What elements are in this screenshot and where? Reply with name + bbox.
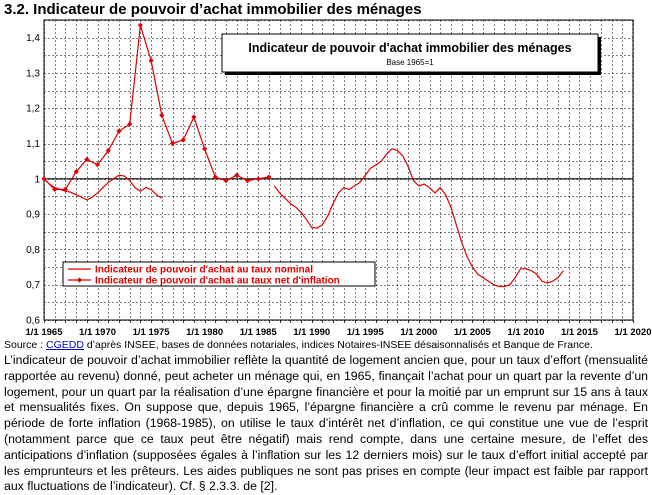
- x-tick-label: 1/1 1980: [186, 327, 224, 338]
- x-tick-label: 1/1 1965: [25, 327, 63, 338]
- x-tick-label: 1/1 2020: [614, 327, 652, 338]
- x-tick-label: 1/1 2005: [453, 327, 491, 338]
- x-tick-label: 1/1 1995: [346, 327, 384, 338]
- source-link[interactable]: CGEDD: [46, 339, 84, 351]
- x-tick-label: 1/1 2010: [507, 327, 545, 338]
- chart: [0, 18, 652, 340]
- y-tick-label: 0,8: [26, 244, 40, 256]
- y-tick-label: 1,1: [26, 139, 40, 151]
- y-tick-label: 1,3: [26, 68, 40, 80]
- x-tick-label: 1/1 1990: [293, 327, 331, 338]
- x-tick-label: 1/1 2000: [400, 327, 438, 338]
- y-tick-label: 1: [34, 174, 40, 186]
- chart-subtitle: Base 1965=1: [386, 58, 434, 67]
- source-prefix: Source :: [4, 339, 47, 351]
- y-tick-label: 1,4: [26, 33, 40, 45]
- x-tick-label: 1/1 1975: [132, 327, 170, 338]
- source-note: [4, 339, 648, 351]
- y-tick-label: 0,6: [26, 315, 40, 327]
- x-tick-label: 1/1 2015: [560, 327, 598, 338]
- chart-title: Indicateur de pouvoir d'achat immobilier des ménages: [248, 41, 572, 55]
- x-tick-label: 1/1 1985: [239, 327, 277, 338]
- y-tick-label: 0,7: [26, 280, 40, 292]
- x-tick-label: 1/1 1970: [79, 327, 117, 338]
- y-tick-label: 0,9: [26, 209, 40, 221]
- source-text: d’après INSEE, bases de données notariales, indices Notaires-INSEE désaisonnalisés et Banque de France.: [83, 339, 593, 351]
- section-heading: 3.2. Indicateur de pouvoir d’achat immobilier des ménages: [4, 1, 422, 18]
- legend-label: Indicateur de pouvoir d'achat au taux net d'inflation: [95, 275, 340, 287]
- description-paragraph: L’indicateur de pouvoir d’achat immobilier reflète la quantité de logement ancien que, pour un taux d’effort (mensualité rapportée au revenu) donné, peut acheter un ménage qui, en 1965, finançait l’achat pour un quart par la revente d’un logement, pour un quart par la réalisation d’une épargne financière et pour la moitié par un emprunt sur 15 ans à taux et mensualités fixes. On suppose que, depuis 1965, l’épargne financière a crû comme le revenu par ménage. En période de forte inflation (1968-1985), on utilise le taux d’intérêt net d’inflation, ce qui constitue une vue de l’esprit (notamment parce que ce taux peut être négatif) mais rend compte, dans une certaine mesure, de l’effet des anticipations d’inflation (supposées égales à l’inflation sur les 12 derniers mois) sur le taux d’effort initial accepté par les emprunteurs et les prêteurs. Les aides publiques ne sont pas prises en compte (leur impact est faible par rapport aux fluctuations de l’indicateur). Cf. § 2.3.3. de [2].: [4, 353, 648, 494]
- legend-label: Indicateur de pouvoir d'achat au taux nominal: [95, 264, 313, 276]
- y-tick-label: 1,2: [26, 103, 40, 115]
